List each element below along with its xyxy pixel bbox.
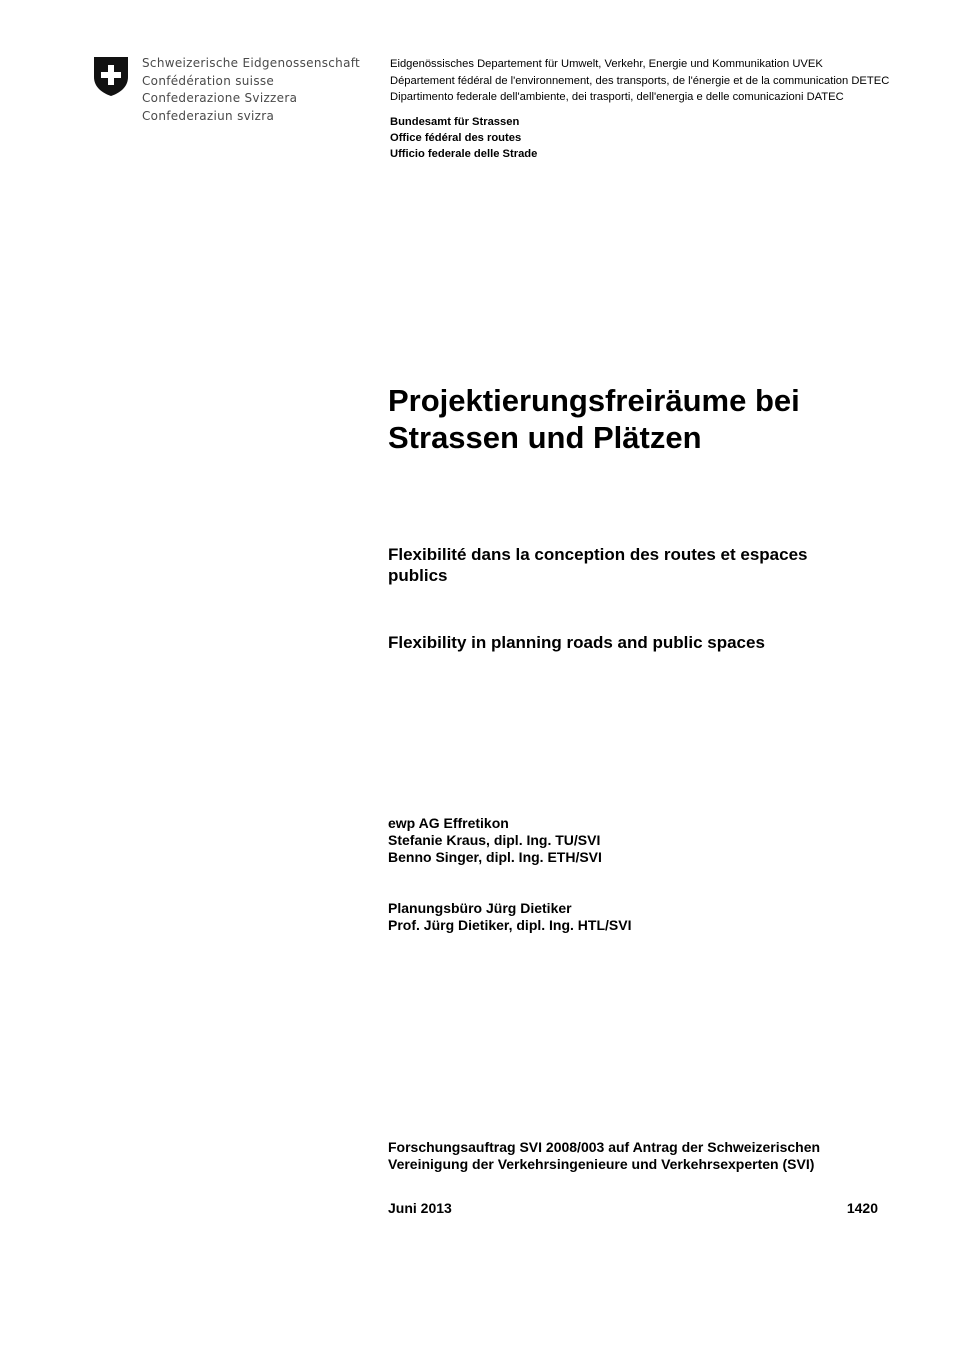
research-order-line: Forschungsauftrag SVI 2008/003 auf Antrag der Schweizerischen: [388, 1139, 821, 1155]
author-name: Stefanie Kraus, dipl. Ing. TU/SVI: [388, 832, 601, 848]
department-names: [390, 56, 960, 106]
report-title: Projektierungsfreiräume bei Strassen und Plätzen: [388, 383, 800, 455]
office-name-de: Bundesamt für Strassen: [390, 116, 520, 128]
report-subtitle-en: Flexibility in planning roads and public spaces: [388, 633, 765, 652]
report-number: 1420: [846, 1200, 878, 1216]
department-name-fr: Département fédéral de l'environnement, des transports, de l'énergie et de la communication DETEC: [390, 74, 890, 87]
office-names: [390, 114, 537, 162]
confederation-name-it: Confederazione Svizzera: [142, 91, 298, 105]
publication-date: Juni 2013: [388, 1200, 452, 1216]
swiss-shield-icon: [92, 55, 130, 97]
confederation-names: [142, 55, 360, 125]
confederation-name-de: Schweizerische Eidgenossenschaft: [142, 56, 361, 70]
author-name: Benno Singer, dipl. Ing. ETH/SVI: [388, 849, 602, 865]
report-subtitle-fr: Flexibilité dans la conception des routes et espaces publics: [388, 545, 808, 585]
office-name-it: Ufficio federale delle Strade: [390, 148, 538, 160]
research-order-line: Vereinigung der Verkehrsingenieure und Verkehrsexperten (SVI): [388, 1156, 815, 1172]
department-name-de: Eidgenössisches Departement für Umwelt, Verkehr, Energie und Kommunikation UVEK: [390, 58, 823, 70]
confederation-name-fr: Confédération suisse: [142, 73, 275, 88]
research-order: [388, 1139, 908, 1173]
office-name-fr: Office fédéral des routes: [390, 132, 522, 144]
confederation-logo: [92, 55, 362, 125]
author-group-dietiker: [388, 900, 631, 934]
author-name: Prof. Jürg Dietiker, dipl. Ing. HTL/SVI: [388, 917, 632, 933]
confederation-name-rm: Confederaziun svizra: [142, 108, 275, 123]
author-company: ewp AG Effretikon: [388, 815, 509, 831]
department-name-it: Dipartimento federale dell'ambiente, dei trasporti, dell'energia e delle comunicazioni DATEC: [390, 91, 844, 103]
author-group-ewp: [388, 815, 602, 866]
author-company: Planungsbüro Jürg Dietiker: [388, 900, 572, 916]
